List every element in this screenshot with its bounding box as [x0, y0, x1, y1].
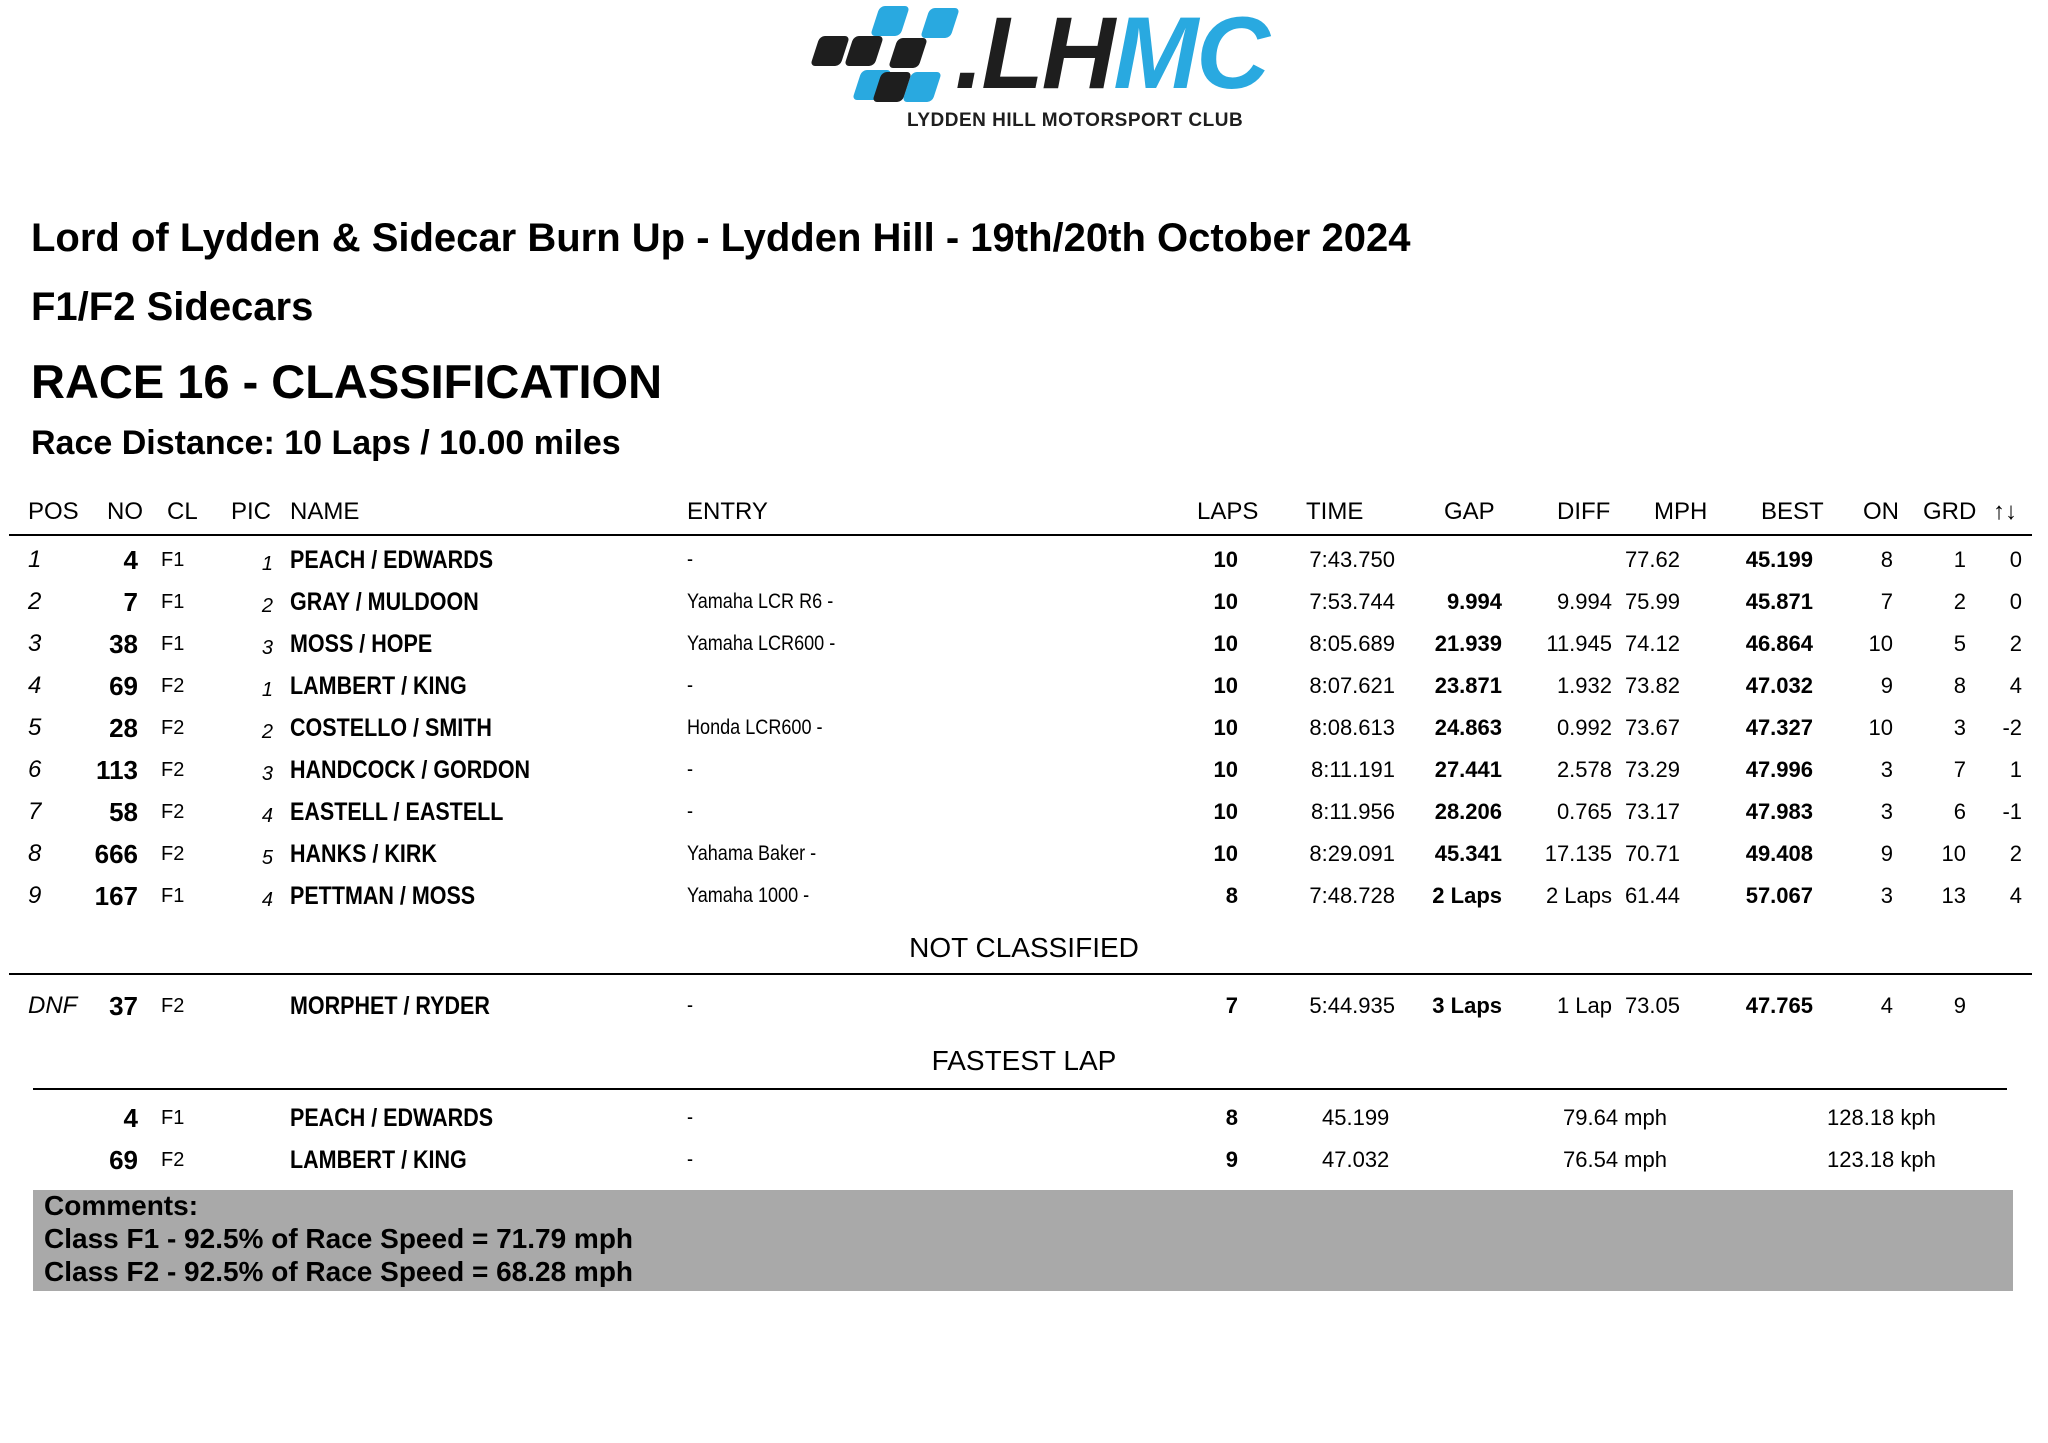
- pic-cell: 2: [261, 595, 273, 617]
- mph-cell: 73.29: [1624, 757, 1680, 782]
- club-logo: [815, 0, 1268, 136]
- number-cell: 58: [109, 797, 138, 827]
- on-cell: 7: [1880, 589, 1893, 614]
- lap-number-cell: 9: [1225, 1147, 1238, 1172]
- lap-mph-cell: 79.64 mph: [1563, 1105, 1667, 1130]
- grd-cell: 8: [1953, 673, 1966, 698]
- not-classified-row: [0, 985, 2048, 1027]
- number-cell: 38: [109, 629, 138, 659]
- best-cell: 47.032: [1745, 673, 1813, 698]
- logo-chequer-cell: [870, 6, 910, 36]
- pic-cell: 2: [261, 721, 273, 743]
- pic-cell: 4: [261, 805, 273, 827]
- gap-cell: 23.871: [1434, 673, 1502, 698]
- change-cell: -2: [2002, 715, 2022, 740]
- change-cell: 0: [2009, 547, 2022, 572]
- pic-cell: 3: [261, 637, 273, 659]
- time-cell: 8:05.689: [1309, 631, 1395, 656]
- comments-box: [33, 1190, 2013, 1291]
- time-cell: 7:43.750: [1309, 547, 1395, 572]
- laps-cell: 10: [1213, 673, 1238, 698]
- pos-cell: 3: [28, 630, 42, 657]
- name-cell: HANDCOCK / GORDON: [290, 756, 531, 784]
- diff-cell: 0.992: [1556, 715, 1612, 740]
- logo-subtitle: LYDDEN HILL MOTORSPORT CLUB: [907, 110, 1244, 131]
- col-time: TIME: [1306, 498, 1364, 525]
- on-cell: 8: [1880, 547, 1893, 572]
- pos-cell: 1: [28, 546, 42, 573]
- time-cell: 8:29.091: [1309, 841, 1395, 866]
- col-cl: CL: [167, 498, 198, 525]
- best-cell: 49.408: [1745, 841, 1813, 866]
- logo-chequer-cell: [810, 36, 850, 66]
- best-cell: 45.871: [1745, 589, 1813, 614]
- col-pic: PIC: [231, 498, 272, 525]
- entry-cell: -: [687, 994, 694, 1017]
- class-title: F1/F2 Sidecars: [31, 285, 314, 329]
- best-cell: 45.199: [1745, 547, 1813, 572]
- result-row: [0, 623, 2048, 665]
- pic-cell: 1: [261, 679, 273, 701]
- class-cell: F2: [161, 675, 185, 697]
- change-cell: 4: [2009, 883, 2022, 908]
- result-row: [0, 791, 2048, 833]
- number-cell: 37: [109, 991, 138, 1021]
- col-on: ON: [1863, 498, 1899, 525]
- name-cell: PETTMAN / MOSS: [290, 882, 476, 910]
- number-cell: 666: [94, 839, 138, 869]
- best-cell: 57.067: [1745, 883, 1813, 908]
- mph-cell: 75.99: [1624, 589, 1680, 614]
- fastest-lap-row: [0, 1139, 2048, 1181]
- time-cell: 8:11.956: [1310, 799, 1395, 824]
- result-row: [0, 749, 2048, 791]
- pic-cell: 1: [261, 553, 273, 575]
- entry-cell: Yamaha LCR600 -: [687, 632, 836, 655]
- name-cell: LAMBERT / KING: [290, 672, 467, 700]
- mph-cell: 73.17: [1624, 799, 1680, 824]
- entry-cell: Yamaha 1000 -: [687, 884, 810, 907]
- diff-cell: 17.135: [1544, 841, 1612, 866]
- not-classified-divider: [9, 973, 2032, 975]
- logo-chequer-cell: [920, 8, 960, 38]
- change-cell: 4: [2009, 673, 2022, 698]
- name-cell: PEACH / EDWARDS: [290, 1104, 494, 1132]
- time-cell: 8:11.191: [1310, 757, 1395, 782]
- logo-chequer-cell: [844, 36, 884, 66]
- pic-cell: 4: [261, 889, 273, 911]
- entry-cell: -: [687, 758, 694, 781]
- comment-line: Class F2 - 92.5% of Race Speed = 68.28 mph: [44, 1256, 634, 1287]
- entry-cell: -: [687, 1106, 694, 1129]
- best-cell: 47.983: [1745, 799, 1813, 824]
- result-row: [0, 707, 2048, 749]
- diff-cell: 1.932: [1556, 673, 1612, 698]
- event-title: Lord of Lydden & Sidecar Burn Up - Lydden Hill - 19th/20th October 2024: [31, 216, 1411, 260]
- pos-cell: 7: [28, 798, 42, 825]
- mph-cell: 73.05: [1624, 993, 1680, 1018]
- entry-cell: Honda LCR600 -: [687, 716, 823, 739]
- gap-cell: 27.441: [1434, 757, 1502, 782]
- pos-cell: DNF: [28, 992, 78, 1019]
- lap-time-cell: 45.199: [1322, 1105, 1390, 1130]
- class-cell: F2: [161, 1149, 185, 1171]
- laps-cell: 10: [1213, 799, 1238, 824]
- col-mph: MPH: [1654, 498, 1708, 525]
- time-cell: 8:08.613: [1309, 715, 1395, 740]
- entry-cell: -: [687, 800, 694, 823]
- best-cell: 47.327: [1745, 715, 1813, 740]
- laps-cell: 10: [1213, 715, 1238, 740]
- name-cell: MOSS / HOPE: [290, 630, 433, 658]
- col-laps: LAPS: [1197, 498, 1259, 525]
- col-name: NAME: [290, 498, 360, 525]
- laps-cell: 10: [1213, 589, 1238, 614]
- change-cell: 1: [2009, 757, 2022, 782]
- number-cell: 113: [96, 755, 138, 785]
- col-best: BEST: [1761, 498, 1824, 525]
- pos-cell: 6: [28, 756, 42, 783]
- mph-cell: 61.44: [1624, 883, 1680, 908]
- mph-cell: 73.82: [1624, 673, 1680, 698]
- class-cell: F1: [161, 549, 185, 571]
- diff-cell: 11.945: [1546, 631, 1612, 656]
- gap-cell: 9.994: [1446, 589, 1502, 614]
- result-row: [0, 875, 2048, 917]
- on-cell: 3: [1880, 757, 1893, 782]
- change-cell: 0: [2009, 589, 2022, 614]
- name-cell: GRAY / MULDOON: [290, 588, 479, 616]
- pos-cell: 9: [28, 882, 42, 909]
- gap-cell: 24.863: [1434, 715, 1502, 740]
- laps-cell: 10: [1213, 757, 1238, 782]
- class-cell: F1: [161, 1107, 185, 1129]
- change-cell: 2: [2009, 631, 2022, 656]
- pic-cell: 3: [261, 763, 273, 785]
- header-divider: [9, 534, 2032, 536]
- pos-cell: 8: [28, 840, 42, 867]
- grd-cell: 13: [1941, 883, 1966, 908]
- lap-kph-cell: 123.18 kph: [1827, 1147, 1936, 1172]
- best-cell: 47.996: [1745, 757, 1813, 782]
- col-change: ↑↓: [1993, 498, 2017, 525]
- number-cell: 4: [123, 545, 138, 575]
- laps-cell: 10: [1213, 631, 1238, 656]
- col-entry: ENTRY: [687, 498, 768, 525]
- logo-wordmark: .LHMC: [955, 0, 1268, 110]
- gap-cell: 45.341: [1434, 841, 1502, 866]
- time-cell: 7:48.728: [1309, 883, 1395, 908]
- grd-cell: 5: [1953, 631, 1966, 656]
- grd-cell: 1: [1953, 547, 1966, 572]
- number-cell: 28: [109, 713, 138, 743]
- grd-cell: 10: [1941, 841, 1966, 866]
- entry-cell: -: [687, 1148, 694, 1171]
- on-cell: 4: [1880, 993, 1893, 1018]
- result-row: [0, 539, 2048, 581]
- best-cell: 46.864: [1745, 631, 1813, 656]
- comments-heading: Comments:: [44, 1190, 199, 1221]
- grd-cell: 2: [1953, 589, 1966, 614]
- grd-cell: 7: [1953, 757, 1966, 782]
- laps-cell: 8: [1225, 883, 1238, 908]
- grd-cell: 3: [1953, 715, 1966, 740]
- on-cell: 9: [1880, 673, 1893, 698]
- name-cell: COSTELLO / SMITH: [290, 714, 492, 742]
- name-cell: PEACH / EDWARDS: [290, 546, 494, 574]
- pos-cell: 2: [28, 588, 42, 615]
- entry-cell: -: [687, 548, 694, 571]
- gap-cell: 2 Laps: [1432, 883, 1502, 908]
- diff-cell: 1 Lap: [1556, 993, 1612, 1018]
- fastest-lap-row: [0, 1097, 2048, 1139]
- mph-cell: 70.71: [1624, 841, 1680, 866]
- class-cell: F1: [161, 633, 185, 655]
- change-cell: -1: [2002, 799, 2022, 824]
- name-cell: HANKS / KIRK: [290, 840, 437, 868]
- diff-cell: 0.765: [1556, 799, 1612, 824]
- lap-mph-cell: 76.54 mph: [1563, 1147, 1667, 1172]
- class-cell: F2: [161, 801, 185, 823]
- mph-cell: 74.12: [1624, 631, 1680, 656]
- number-cell: 167: [94, 881, 138, 911]
- class-cell: F2: [161, 843, 185, 865]
- change-cell: 2: [2009, 841, 2022, 866]
- gap-cell: 3 Laps: [1432, 993, 1502, 1018]
- col-pos: POS: [28, 498, 79, 525]
- gap-cell: 21.939: [1434, 631, 1502, 656]
- entry-cell: Yamaha LCR R6 -: [687, 590, 834, 613]
- time-cell: 5:44.935: [1309, 993, 1395, 1018]
- class-cell: F2: [161, 717, 185, 739]
- on-cell: 9: [1880, 841, 1893, 866]
- pic-cell: 5: [261, 847, 273, 869]
- diff-cell: 9.994: [1556, 589, 1612, 614]
- grd-cell: 6: [1953, 799, 1966, 824]
- col-gap: GAP: [1444, 498, 1495, 525]
- on-cell: 3: [1880, 883, 1893, 908]
- entry-cell: -: [687, 674, 694, 697]
- result-row: [0, 833, 2048, 875]
- entry-cell: Yahama Baker -: [687, 842, 817, 865]
- on-cell: 10: [1868, 715, 1893, 740]
- fastest-lap-heading: FASTEST LAP: [931, 1045, 1117, 1076]
- col-diff: DIFF: [1557, 498, 1611, 525]
- time-cell: 7:53.744: [1309, 589, 1395, 614]
- name-cell: EASTELL / EASTELL: [290, 798, 504, 826]
- race-distance: Race Distance: 10 Laps / 10.00 miles: [31, 424, 621, 462]
- gap-cell: 28.206: [1434, 799, 1502, 824]
- result-row: [0, 665, 2048, 707]
- name-cell: LAMBERT / KING: [290, 1146, 467, 1174]
- class-cell: F1: [161, 591, 185, 613]
- number-cell: 4: [123, 1103, 138, 1133]
- not-classified-heading: NOT CLASSIFIED: [909, 932, 1139, 963]
- number-cell: 7: [123, 587, 138, 617]
- comment-line: Class F1 - 92.5% of Race Speed = 71.79 mph: [44, 1223, 634, 1254]
- fastest-lap-divider: [33, 1088, 2007, 1090]
- race-title: RACE 16 - CLASSIFICATION: [31, 355, 663, 408]
- lap-number-cell: 8: [1225, 1105, 1238, 1130]
- name-cell: MORPHET / RYDER: [290, 992, 490, 1020]
- best-cell: 47.765: [1745, 993, 1813, 1018]
- class-cell: F1: [161, 885, 185, 907]
- diff-cell: 2.578: [1556, 757, 1612, 782]
- laps-cell: 10: [1213, 841, 1238, 866]
- class-cell: F2: [161, 995, 185, 1017]
- number-cell: 69: [109, 671, 138, 701]
- laps-cell: 7: [1225, 993, 1238, 1018]
- result-row: [0, 581, 2048, 623]
- number-cell: 69: [109, 1145, 138, 1175]
- class-cell: F2: [161, 759, 185, 781]
- lap-kph-cell: 128.18 kph: [1827, 1105, 1936, 1130]
- lap-time-cell: 47.032: [1322, 1147, 1390, 1172]
- col-no: NO: [107, 498, 143, 525]
- time-cell: 8:07.621: [1309, 673, 1395, 698]
- mph-cell: 77.62: [1624, 547, 1680, 572]
- logo-chequer-cell: [888, 38, 928, 68]
- on-cell: 10: [1868, 631, 1893, 656]
- pos-cell: 4: [28, 672, 42, 699]
- on-cell: 3: [1880, 799, 1893, 824]
- diff-cell: 2 Laps: [1545, 883, 1612, 908]
- mph-cell: 73.67: [1624, 715, 1680, 740]
- grd-cell: 9: [1953, 993, 1966, 1018]
- col-grd: GRD: [1923, 498, 1977, 525]
- pos-cell: 5: [28, 714, 42, 741]
- laps-cell: 10: [1213, 547, 1238, 572]
